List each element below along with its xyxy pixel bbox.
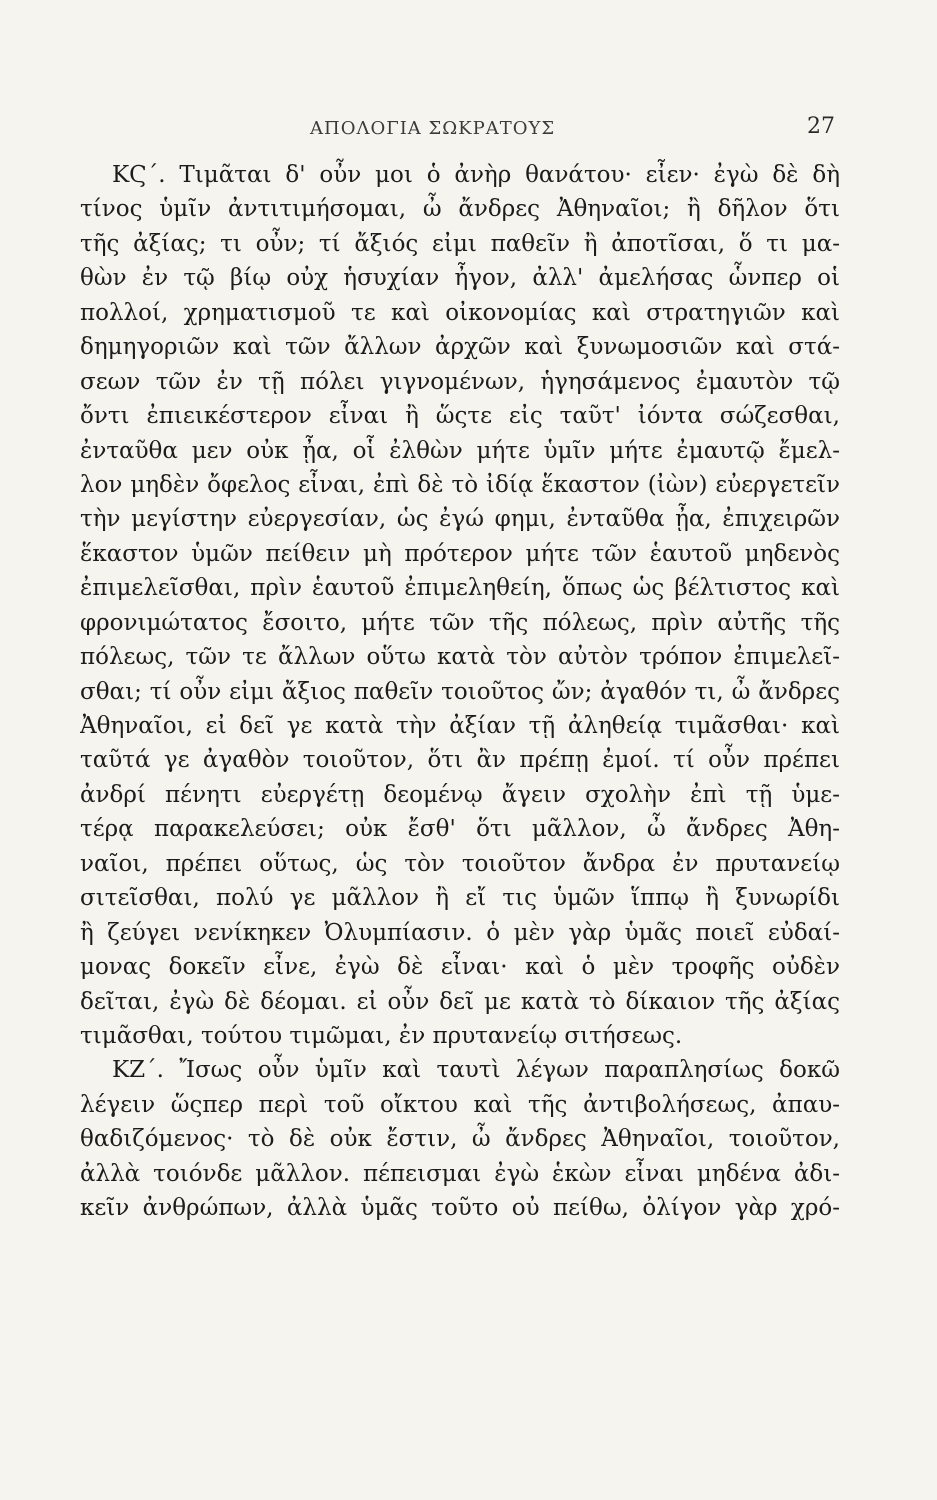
- text-line: τέρᾳ παρακελεύσει; οὐκ ἔσθ' ὅτι μᾶλλον, ὦ ἄνδρες Ἀθη-: [80, 816, 840, 843]
- text-line: ἐπιμελεῖσθαι, πρὶν ἑαυτοῦ ἐπιμεληθείη, ὅπως ὡς βέλτιστος καὶ: [80, 575, 840, 602]
- text-line: κεῖν ἀνθρώπων, ἀλλὰ ὑμᾶς τοῦτο οὐ πείθω, ὀλίγον γὰρ χρό-: [80, 1195, 840, 1222]
- running-title: ΑΠΟΛΟΓΙΑ ΣΩΚΡΑΤΟΥΣ: [310, 118, 556, 139]
- text-line: ταῦτά γε ἀγαθὸν τοιοῦτον, ὅτι ἂν πρέπῃ ἐμοί. τί οὖν πρέπει: [80, 747, 840, 774]
- text-line: τιμᾶσθαι, τούτου τιμῶμαι, ἐν πρυτανείῳ σιτήσεως.: [80, 1022, 683, 1049]
- text-line: σιτεῖσθαι, πολύ γε μᾶλλον ἢ εἴ τις ὑμῶν ἵππῳ ἢ ξυνωρίδι: [80, 885, 840, 912]
- text-line: μονας δοκεῖν εἶνε, ἐγὼ δὲ εἶναι· καὶ ὁ μὲν τροφῆς οὐδὲν: [80, 954, 840, 981]
- text-line: τίνος ὑμῖν ἀντιτιμήσομαι, ὦ ἄνδρες Ἀθηναῖοι; ἢ δῆλον ὅτι: [80, 196, 840, 223]
- text-line: ΚΖ΄. Ἴσως οὖν ὑμῖν καὶ ταυτὶ λέγων παραπλησίως δοκῶ: [112, 1057, 840, 1084]
- paragraph-kst: [80, 158, 840, 1053]
- text-line: σεων τῶν ἐν τῇ πόλει γιγνομένων, ἡγησάμενος ἐμαυτὸν τῷ: [80, 368, 840, 395]
- text-line: λον μηδὲν ὄφελος εἶναι, ἐπὶ δὲ τὸ ἰδίᾳ ἕκαστον (ἰὼν) εὐεργετεῖν: [80, 471, 840, 498]
- text-line: δεῖται, ἐγὼ δὲ δέομαι. εἰ οὖν δεῖ με κατὰ τὸ δίκαιον τῆς ἀξίας: [80, 988, 840, 1015]
- paragraph-kz: [80, 1053, 840, 1225]
- text-line: λέγειν ὥςπερ περὶ τοῦ οἴκτου καὶ τῆς ἀντιβολήσεως, ἀπαυ-: [80, 1091, 840, 1118]
- body-text: [80, 158, 840, 1226]
- text-line: ἀνδρί πένητι εὐεργέτῃ δεομένῳ ἄγειν σχολὴν ἐπὶ τῇ ὑμε-: [80, 781, 840, 808]
- text-line: ὄντι ἐπιεικέστερον εἶναι ἢ ὥςτε εἰς ταῦτ' ἰόντα σώζεσθαι,: [80, 403, 840, 430]
- text-line: ἕκαστον ὑμῶν πείθειν μὴ πρότερον μήτε τῶν ἑαυτοῦ μηδενὸς: [80, 540, 840, 567]
- text-line: ἀλλὰ τοιόνδε μᾶλλον. πέπεισμαι ἐγὼ ἑκὼν εἶναι μηδένα ἀδι-: [80, 1160, 840, 1187]
- page-number: 27: [807, 114, 835, 139]
- text-line: ΚϚ΄. Τιμᾶται δ' οὖν μοι ὁ ἀνὴρ θανάτου· εἶεν· ἐγὼ δὲ δὴ: [112, 162, 840, 188]
- text-line: πόλεως, τῶν τε ἄλλων οὕτω κατὰ τὸν αὐτὸν τρόπον ἐπιμελεῖ-: [80, 644, 840, 671]
- text-line: σθαι; τί οὖν εἰμι ἄξιος παθεῖν τοιοῦτος ὤν; ἀγαθόν τι, ὦ ἄνδρες: [80, 678, 840, 705]
- text-line: θὼν ἐν τῷ βίῳ οὐχ ἡσυχίαν ἦγον, ἀλλ' ἀμελήσας ὧνπερ οἱ: [80, 265, 840, 292]
- text-line: πολλοί, χρηματισμοῦ τε καὶ οἰκονομίας καὶ στρατηγιῶν καὶ: [80, 299, 840, 326]
- text-line: δημηγοριῶν καὶ τῶν ἄλλων ἀρχῶν καὶ ξυνωμοσιῶν καὶ στά-: [80, 334, 840, 361]
- text-line: ἢ ζεύγει νενίκηκεν Ὀλυμπίασιν. ὁ μὲν γὰρ ὑμᾶς ποιεῖ εὐδαί-: [80, 919, 840, 946]
- running-header: [80, 114, 835, 148]
- text-line: τῆς ἀξίας; τι οὖν; τί ἄξιός εἰμι παθεῖν ἢ ἀποτῖσαι, ὅ τι μα-: [80, 230, 840, 257]
- text-line: ναῖοι, πρέπει οὕτως, ὡς τὸν τοιοῦτον ἄνδρα ἐν πρυτανείῳ: [80, 850, 840, 877]
- text-line: ἐνταῦθα μεν οὐκ ᾖα, οἷ ἐλθὼν μήτε ὑμῖν μήτε ἐμαυτῷ ἔμελ-: [80, 437, 840, 464]
- text-line: τὴν μεγίστην εὐεργεσίαν, ὡς ἐγώ φημι, ἐνταῦθα ᾖα, ἐπιχειρῶν: [80, 506, 840, 533]
- text-line: φρονιμώτατος ἔσοιτο, μήτε τῶν τῆς πόλεως, πρὶν αὐτῆς τῆς: [80, 609, 840, 636]
- text-line: Ἀθηναῖοι, εἰ δεῖ γε κατὰ τὴν ἀξίαν τῇ ἀληθείᾳ τιμᾶσθαι· καὶ: [80, 713, 840, 739]
- text-line: θαδιζόμενος· τὸ δὲ οὐκ ἔστιν, ὦ ἄνδρες Ἀθηναῖοι, τοιοῦτον,: [80, 1126, 840, 1153]
